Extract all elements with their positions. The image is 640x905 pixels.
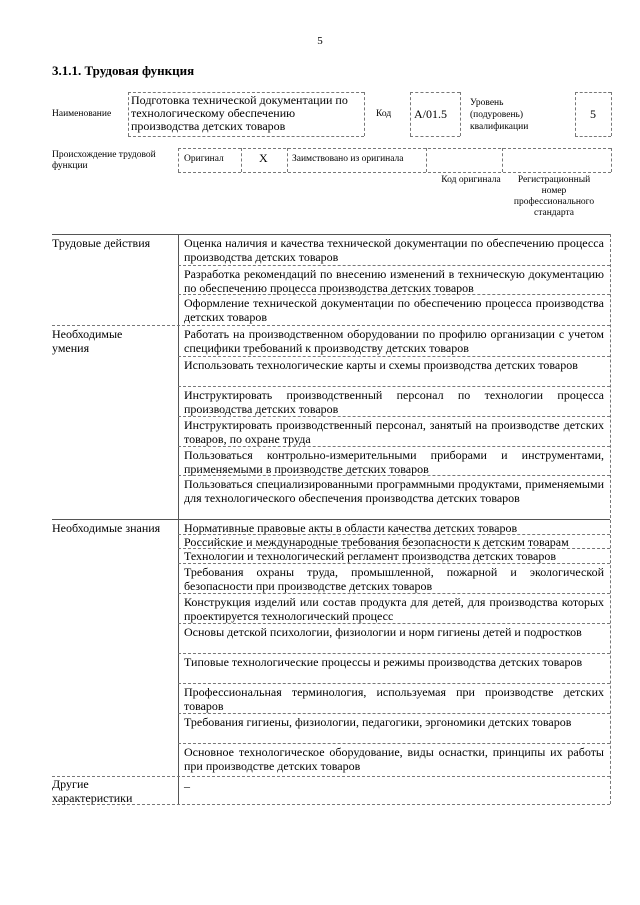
section-sep bbox=[52, 519, 610, 520]
skill-2: Использовать технологические карты и схемы производства детских товаров bbox=[184, 358, 578, 372]
level-label-2: (подуровень) bbox=[470, 110, 524, 120]
skills-label: Необходимые умения bbox=[52, 327, 123, 355]
reg-number-label: Регистрационный номер профессионального стандарта bbox=[513, 175, 595, 218]
other-label: Другие характеристики bbox=[52, 777, 133, 805]
knowledge-2: Российские и международные требования безопасности к детским товарам bbox=[184, 535, 569, 549]
knowledge-9: Требования гигиены, физиологии, педагогики, эргономики детских товаров bbox=[184, 715, 572, 729]
knowledge-7: Типовые технологические процессы и режимы производства детских товаров bbox=[184, 655, 583, 669]
level-label-1: Уровень bbox=[470, 98, 504, 108]
level-box-bottom bbox=[575, 136, 611, 137]
knowledge-5: Конструкция изделий или состав продукта для детей, для производства которых проектируется технологический процесс bbox=[184, 595, 604, 623]
level-box-left bbox=[575, 92, 576, 136]
origin-sep-3 bbox=[287, 148, 288, 172]
skill-5: Пользоваться контрольно-измерительными приборами и инструментами, применяемыми в производстве детских товаров bbox=[184, 448, 604, 476]
row-sep bbox=[178, 356, 610, 357]
knowledge-1: Нормативные правовые акты в области качества детских товаров bbox=[184, 521, 518, 535]
row-sep bbox=[178, 416, 610, 417]
skill-1: Работать на производственном оборудовании по профилю организации с учетом специфики требований к производству детских товаров bbox=[184, 327, 604, 355]
origin-sep-2 bbox=[241, 148, 242, 172]
code-box-top bbox=[410, 92, 460, 93]
name-box-bottom bbox=[128, 136, 364, 137]
row-sep bbox=[178, 683, 610, 684]
original-label: Оригинал bbox=[184, 154, 224, 164]
origin-sep-5 bbox=[502, 148, 503, 172]
origin-row-top bbox=[178, 148, 611, 149]
table-top-border bbox=[52, 234, 610, 235]
section-heading: 3.1.1. Трудовая функция bbox=[52, 63, 195, 78]
row-sep bbox=[178, 563, 610, 564]
row-sep bbox=[178, 653, 610, 654]
knowledge-6: Основы детской психологии, физиологии и норм гигиены детей и подростков bbox=[184, 625, 582, 639]
row-sep bbox=[178, 713, 610, 714]
level-value: 5 bbox=[590, 107, 596, 121]
table-bottom-border bbox=[52, 804, 610, 805]
name-box-right bbox=[364, 92, 365, 136]
row-sep bbox=[178, 386, 610, 387]
labor-actions-label: Трудовые действия bbox=[52, 236, 151, 250]
name-value: Подготовка технической документации по технологическому обеспечению производства детских товаров bbox=[131, 93, 348, 133]
original-mark: X bbox=[259, 151, 268, 165]
knowledge-8: Профессиональная терминология, используемая при производстве детских товаров bbox=[184, 685, 604, 713]
skill-6: Пользоваться специализированными программными продуктами, применяемыми для технологического обеспечения производства детских товаров bbox=[184, 477, 604, 505]
row-sep bbox=[178, 265, 610, 266]
row-sep bbox=[178, 475, 610, 476]
section-sep bbox=[52, 325, 610, 326]
labor-action-3: Оформление технической документации по обеспечению процесса производства детских товаров bbox=[184, 296, 604, 324]
code-value: A/01.5 bbox=[414, 107, 447, 121]
knowledge-3: Технологии и технологический регламент производства детских товаров bbox=[184, 549, 557, 563]
row-sep bbox=[178, 446, 610, 447]
knowledge-label: Необходимые знания bbox=[52, 521, 161, 535]
row-sep bbox=[178, 623, 610, 624]
labor-action-2: Разработка рекомендаций по внесению изменений в техническую документацию по обеспечению процесса производства детских товаров bbox=[184, 267, 604, 295]
page-number: 5 bbox=[317, 35, 323, 47]
code-box-right bbox=[460, 92, 461, 136]
row-sep bbox=[178, 743, 610, 744]
knowledge-4: Требования охраны труда, промышленной, пожарной и экологической безопасности при производстве детских товаров bbox=[184, 565, 604, 593]
origin-row-bottom bbox=[178, 172, 611, 173]
level-label-3: квалификации bbox=[470, 122, 529, 132]
code-original-label: Код оригинала bbox=[441, 175, 501, 185]
code-box-bottom bbox=[410, 136, 460, 137]
skill-4: Инструктировать производственный персонал, занятый на производстве детских товаров, по охране труда bbox=[184, 418, 604, 446]
level-box-top bbox=[575, 92, 611, 93]
row-sep bbox=[178, 294, 610, 295]
knowledge-10: Основное технологическое оборудование, виды оснастки, принципы их работы при производстве детских товаров bbox=[184, 745, 604, 773]
other-value: – bbox=[184, 779, 190, 793]
skill-3: Инструктировать производственный персонал по технологии процесса производства детских товаров bbox=[184, 388, 604, 416]
code-box-left bbox=[410, 92, 411, 136]
row-sep bbox=[178, 593, 610, 594]
name-box-left bbox=[128, 92, 129, 136]
origin-sep-4 bbox=[426, 148, 427, 172]
table-right-border bbox=[610, 234, 611, 804]
name-label: Наименование bbox=[52, 109, 112, 119]
borrowed-label: Заимствовано из оригинала bbox=[292, 154, 404, 164]
labor-action-1: Оценка наличия и качества технической документации по обеспечению процесса производства детских товаров bbox=[184, 236, 604, 264]
code-label: Код bbox=[376, 109, 392, 119]
level-box-right bbox=[611, 92, 612, 136]
origin-sep-1 bbox=[178, 148, 179, 172]
origin-sep-6 bbox=[611, 148, 612, 172]
origin-label: Происхождение трудовой функции bbox=[52, 150, 156, 171]
